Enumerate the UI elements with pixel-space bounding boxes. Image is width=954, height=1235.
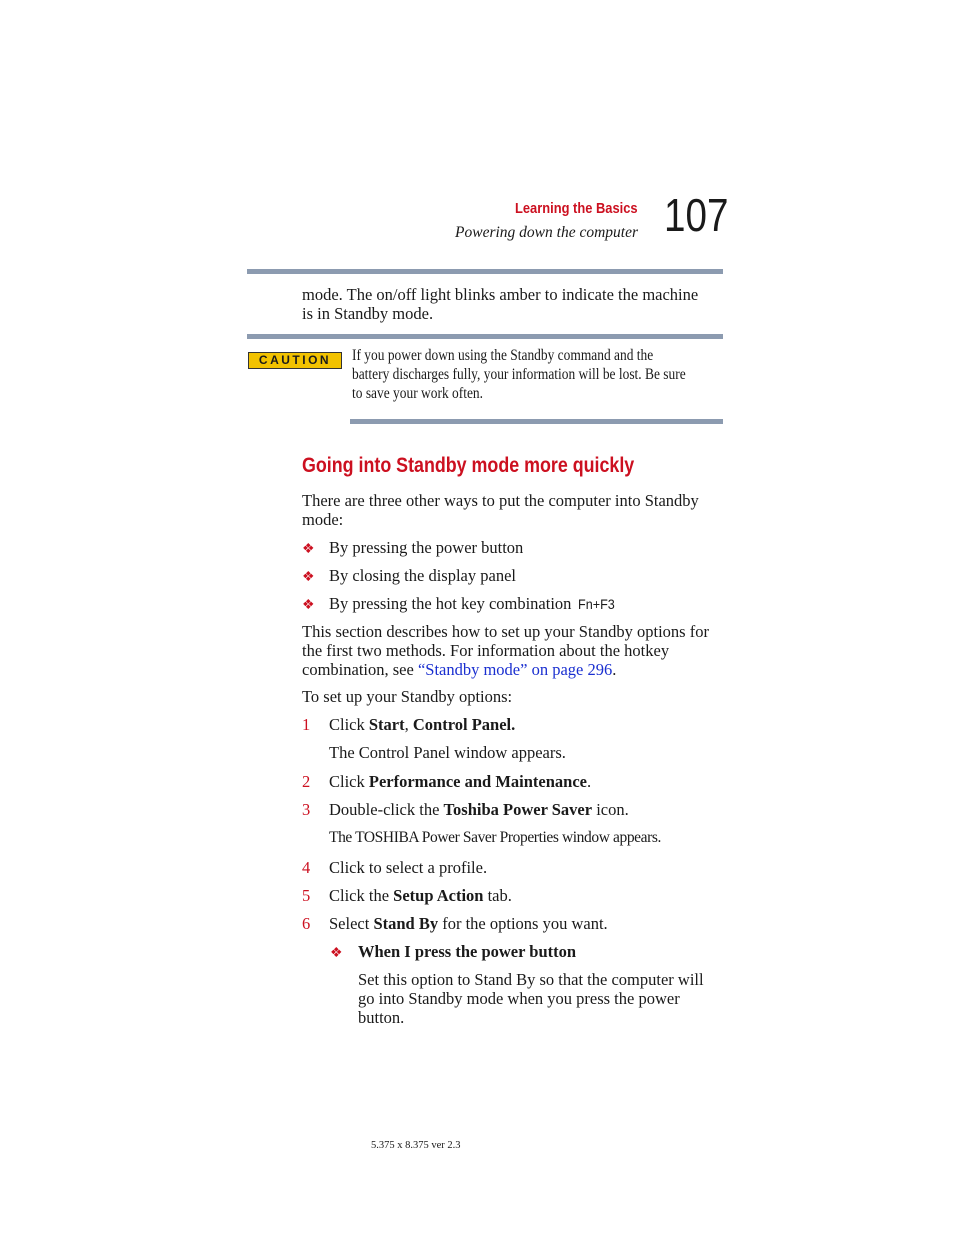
step-5-text [329,886,512,905]
bullet-diamond-icon: ❖ [302,570,315,585]
section-paragraph-1 [302,491,732,529]
bullet-item-2 [302,566,516,587]
step-3-pre: Double-click the [329,800,444,819]
step-2 [302,772,592,791]
step-1-pre: Click [329,715,369,734]
step-6 [302,914,608,933]
para2-line-3 [302,660,742,679]
sub-line-2: go into Standby mode when you press the power [358,989,680,1008]
step-4-text: Click to select a profile. [329,858,488,877]
intro-line-1: mode. The on/off light blinks amber to indicate the machine [302,285,699,304]
sub-bullet-heading: When I press the power button [358,942,577,961]
bullet-text-2: By closing the display panel [329,566,516,585]
para2-line-3-pre: combination, see [302,660,418,679]
caution-line-1: If you power down using the Standby command and the [352,347,654,364]
caution-line-3: to save your work often. [352,385,484,402]
para2-line-2: the first two methods. For information about the hotkey [302,641,670,660]
step-1-control-panel: Control Panel. [412,715,516,734]
step-6-text [329,914,608,933]
step-3 [302,800,629,819]
sub-bullet-paragraph [358,970,738,1027]
step-3-result: The TOSHIBA Power Saver Properties window appears. [329,829,661,846]
step-3-text [329,800,629,819]
step-number-3: 3 [302,800,311,819]
step-3-post: icon. [592,800,629,819]
step-5-pre: Click the [329,886,394,905]
step-5-bold: Setup Action [393,886,484,905]
section-heading: Going into Standby mode more quickly [302,454,635,477]
step-number-1: 1 [302,715,311,734]
bullet-diamond-icon: ❖ [302,598,315,613]
caution-text [352,346,722,403]
step-number-6: 6 [302,914,311,933]
section-paragraph-2 [302,622,742,679]
step-2-pre: Click [329,772,369,791]
step-number-2: 2 [302,772,311,791]
step-2-post: . [587,772,592,791]
step-5-post: tab. [483,886,512,905]
caution-line-2: battery discharges fully, your information will be lost. Be sure [352,366,686,383]
step-1-mid: , [404,715,413,734]
step-1-text [329,715,515,734]
standby-mode-link[interactable]: “Standby mode” on page 296 [417,660,613,679]
caution-top-rule [247,334,723,339]
sub-line-1: Set this option to Stand By so that the computer will [358,970,704,989]
hotkey-label: Fn+F3 [577,596,615,612]
step-6-post: for the options you want. [438,914,608,933]
bullet-item-1 [302,538,524,559]
bullet-3-wrapper [329,594,616,614]
chapter-title: Learning the Basics [515,200,638,217]
step-number-5: 5 [302,886,311,905]
step-number-4: 4 [302,858,311,877]
para2-line-3-post: . [612,660,617,679]
step-5 [302,886,512,905]
sub-line-3: button. [358,1008,405,1027]
intro-paragraph [302,285,732,323]
step-1 [302,715,516,734]
para1-line-1: There are three other ways to put the computer into Standby [302,491,699,510]
step-4 [302,858,488,877]
step-1-start: Start [368,715,405,734]
section-paragraph-3: To set up your Standby options: [302,687,513,706]
caution-badge: CAUTION [248,352,342,369]
para1-line-2: mode: [302,510,344,529]
step-6-bold: Stand By [373,914,439,933]
sub-bullet-item [330,942,577,963]
bullet-text-3: By pressing the hot key combination [329,594,572,613]
step-1-result: The Control Panel window appears. [329,743,566,762]
page-number: 107 [664,189,729,241]
intro-line-2: is in Standby mode. [302,304,434,323]
step-6-pre: Select [329,914,374,933]
bullet-diamond-icon: ❖ [330,946,343,961]
step-2-text [329,772,591,791]
bullet-diamond-icon: ❖ [302,542,315,557]
bullet-item-3 [302,594,615,615]
section-subtitle: Powering down the computer [455,224,638,241]
caution-bottom-rule [350,419,723,424]
para2-line-1: This section describes how to set up your Standby options for [302,622,709,641]
step-3-bold: Toshiba Power Saver [443,800,593,819]
step-2-bold: Performance and Maintenance [368,772,587,791]
header-rule [247,269,723,274]
footer-version: 5.375 x 8.375 ver 2.3 [371,1140,461,1151]
bullet-text-1: By pressing the power button [329,538,524,557]
